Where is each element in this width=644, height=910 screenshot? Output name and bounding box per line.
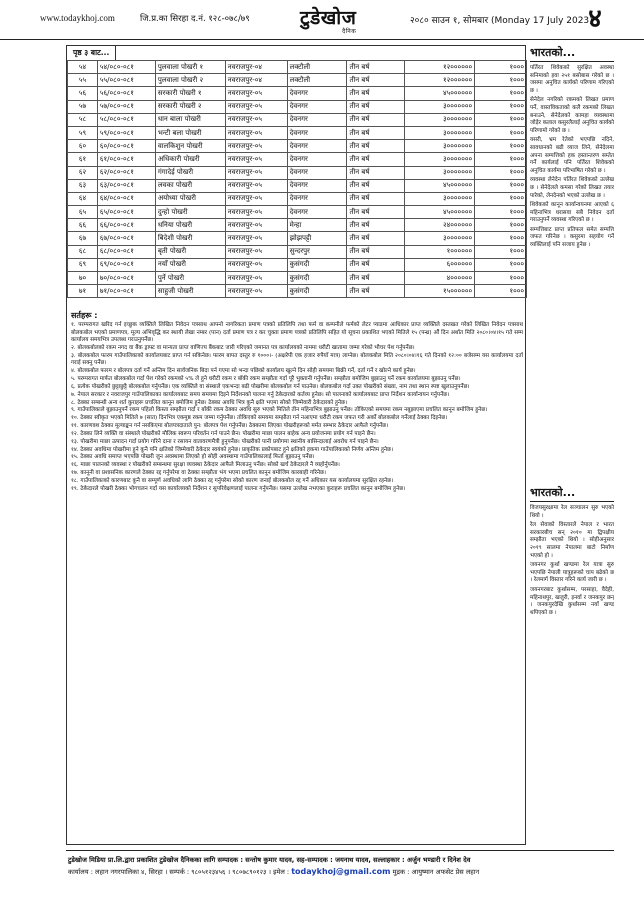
condition-item: ४. बोलकबोल फारम र बोलपत्र दर्ता गर्ने अन्तिम दिन सार्वजनिक बिदा पर्न गएमा सो भन्दा पछिको कार्यालय खुल्ने दिन सोही समयमा बिक्री गर्ने, दर्ता गर्ने र खोल्ने कार्य हुनेछ। xyxy=(71,368,416,375)
table-cell: ६९/०८०-०८१ xyxy=(97,258,155,271)
table-cell: मेन्हा xyxy=(287,219,347,232)
table-cell: देवनगर xyxy=(287,140,347,153)
table-cell: नवराजपुर-०५ xyxy=(225,126,287,139)
table-cell: तीन बर्ष xyxy=(347,61,405,74)
table-cell: ६१ xyxy=(68,153,98,166)
table-cell: तीन बर्ष xyxy=(347,140,405,153)
table-cell: १२०००००० xyxy=(405,61,475,74)
table-cell: ४५०००००० xyxy=(405,206,475,219)
table-cell: बृती पोखरी xyxy=(155,245,225,258)
table-cell: १००० xyxy=(475,258,527,271)
table-cell: १००० xyxy=(475,74,527,87)
table-cell: ६०/०८०-०८१ xyxy=(97,140,155,153)
table-cell: पुलवाला पोखरी १ xyxy=(155,61,225,74)
table-cell: तीन बर्ष xyxy=(347,258,405,271)
table-cell: देवनगर xyxy=(287,100,347,113)
table-cell: १००० xyxy=(475,245,527,258)
table-cell: १५०००००० xyxy=(405,285,475,298)
table-cell: तीन बर्ष xyxy=(347,245,405,258)
table-cell: नवराजपुर-०५ xyxy=(225,166,287,179)
table-cell: सरकारी पोखरी २ xyxy=(155,100,225,113)
table-cell: ५७ xyxy=(68,100,98,113)
sidebar xyxy=(530,45,614,845)
table-cell: ५८ xyxy=(68,113,98,126)
table-cell: ३००००००० xyxy=(405,232,475,245)
table-cell: ३००००००० xyxy=(405,100,475,113)
table-cell: दुन्हो पोखरी xyxy=(155,206,225,219)
table-row xyxy=(68,166,527,179)
table-cell: ५४/०८०-०८१ xyxy=(97,61,155,74)
table-cell: १००० xyxy=(475,153,527,166)
table-cell: ५७/०८०-०८१ xyxy=(97,100,155,113)
table-cell: ४०००००० xyxy=(405,272,475,285)
table-cell: १०००००० xyxy=(405,245,475,258)
table-cell: ६३/०८०-०८१ xyxy=(97,179,155,192)
table-cell: नवराजपुर-०५ xyxy=(225,113,287,126)
table-cell: नवराजपुर-०५ xyxy=(225,219,287,232)
table-cell: नवराजपुर-०५ xyxy=(225,245,287,258)
table-cell: १००० xyxy=(475,113,527,126)
table-cell: १००० xyxy=(475,192,527,205)
table-cell: वालकिशुन पोखरी xyxy=(155,140,225,153)
conditions-title: सर्तहरू : xyxy=(71,311,98,320)
table-cell: नवराजपुर-०५ xyxy=(225,272,287,285)
table-cell: गंगादेई पोखरी xyxy=(155,166,225,179)
sidebar-article-2-body xyxy=(530,505,614,617)
table-cell: देवनगर xyxy=(287,179,347,192)
table-cell: तीन बर्ष xyxy=(347,166,405,179)
table-cell: देवनगर xyxy=(287,206,347,219)
pond-table xyxy=(67,60,527,298)
table-cell: ३००००००० xyxy=(405,153,475,166)
table-cell: ६४/०८०-०८१ xyxy=(97,192,155,205)
table-row xyxy=(68,153,527,166)
table-cell: २४०००००० xyxy=(405,219,475,232)
logo-subtitle: दैनिक xyxy=(342,28,357,35)
table-cell: ५९ xyxy=(68,126,98,139)
table-cell: तीन बर्ष xyxy=(347,192,405,205)
condition-item: १५. ठेक्का अवधि समाप्त भएपछि पोखरी जुन अवस्थामा लिएको हो सोही अवस्थामा गाउँपालिकालाई फिर्ता बुझाउनु पर्नेछ। xyxy=(71,454,315,461)
table-cell: १००० xyxy=(475,272,527,285)
table-cell: देवनगर xyxy=(287,126,347,139)
table-cell: ५५/०८०-०८१ xyxy=(97,74,155,87)
table-cell: नवराजपुर-०५ xyxy=(225,153,287,166)
table-cell: १००० xyxy=(475,61,527,74)
table-cell: ६७ xyxy=(68,232,98,245)
page-number: ४ xyxy=(588,4,602,34)
registration-number: जि.प्र.का सिरहा द.नं. १२८-०७८/७९ xyxy=(140,14,250,24)
condition-item: ९. गाउँपालिकाले बुझाउनुपर्ने रकम पहिलो किस्ता सम्झौता गर्दा र बाँकी रकम ठेक्का अवधि सुरु भएको मितिले तीन महिनाभित्र बुझाउनु पर्नेछ। तोकिएको समयमा रकम नबुझाएमा प्रचलित कानून बमोजिम हुनेछ। xyxy=(71,407,488,414)
table-cell: १००० xyxy=(475,126,527,139)
table-cell: ६६/०८०-०८१ xyxy=(97,219,155,232)
issue-date: २०८० साउन १, सोमबार (Monday 17 July 2023) xyxy=(410,16,593,26)
table-cell: ३००००००० xyxy=(405,140,475,153)
paragraph: सेनेदेल नगरिको रकमको लिखत प्रमाण पर्ने, वास्तविकताको कलै रकमको लिखत बनाउने, सेनेदेलको कामहा व्यवस्थामा जोड़ेर कलाल कसुरलैलाई अनुचित कार्यको परिणामो गरेको छ । xyxy=(530,97,614,134)
sidebar-article-1-title: भारतको... xyxy=(530,45,614,62)
table-cell: झोझपट्टी xyxy=(287,232,347,245)
table-cell: ४५०००००० xyxy=(405,87,475,100)
paragraph: शिवेकको कानून कार्यान्वयनमा आएको ६ महिनाभित्र धरासवा सबै निवेदन दर्ता गराउनुपर्ने व्यवस्था गरिएको छ । xyxy=(530,202,614,224)
table-cell: ७१/०८०-०८१ xyxy=(97,285,155,298)
table-cell: सरकारी पोखरी १ xyxy=(155,87,225,100)
table-cell: नवराजपुर-०५ xyxy=(225,179,287,192)
table-cell: ५४ xyxy=(68,61,98,74)
table-cell: देवनगर xyxy=(287,153,347,166)
condition-item: १. परम्परागत खरिद गर्न इच्छुक व्यक्तिले लिखित निवेदन पत्रसाथ आफ्नो नागरिकता प्रमाण पत्रको प्रतिलिपि तथा फर्म वा कम्पनीले फर्मको लेटर प्याडमा आधिकार प्राप्त व्यक्तिले दस्तखत गरेको लिखित निवेदन पत्रसाथ बोलकबोल भएको प्रमाणपत्र, मूल्य अभिवृद्धि कर स्थायी लेखा नम्बर (पान) दर्ता प्रमाण पत्र र कर चुक्ता प्रमाण पत्रको प्रतिलिपि सहित यो सूचना प्रकाशित भएको मितिले १५ (पन्ध्र) औं दिन अर्थात मिति २०८०।०४।१५ गते सम्म कार्यालय समयभित्र उपलब्ध गराउनुपर्नेछ। xyxy=(71,322,523,344)
table-cell: १००० xyxy=(475,179,527,192)
table-cell: तीन बर्ष xyxy=(347,179,405,192)
table-row xyxy=(68,61,527,74)
table-cell: तीन बर्ष xyxy=(347,126,405,139)
table-cell: नवराजपुर-०५ xyxy=(225,100,287,113)
condition-item: १२. ठेक्का लिने व्यक्ति वा संस्थाले पोखरीको मौलिक स्वरूप परिवर्तन गर्न पाउने छैन। पोखरीमा माछा पालन बाहेक अन्य प्रयोजनमा प्रयोग गर्न पाइने छैन। xyxy=(71,430,376,437)
table-cell: ३००००००० xyxy=(405,166,475,179)
table-cell: ६१/०८०-०८१ xyxy=(97,153,155,166)
table-cell: ६५ xyxy=(68,206,98,219)
paragraph: यसरी, भ्रम रेतेको भएपछि नदिने, सावधानको बढी व्याज लिने, सेनेदेलमा अपना सम्पत्तिको हक हस्तान्तरण सम्तेत गर्ने कार्यलाई पनि पर्तिरत शिवेकको अनुचित कार्यमा परिभाषित गरेको छ । xyxy=(530,137,614,174)
table-cell: १००० xyxy=(475,219,527,232)
condition-item: ८. ठेक्का सम्बन्धी अन्य शर्त कुराहरू प्रचलित कानून बमोजिम हुनेछ। ठेक्का अवधि भित्र कुनै क्षति भएमा सोको जिम्मेवारी ठेकेदारको हुनेछ। xyxy=(71,399,348,406)
contact-email[interactable]: todaykhoj@gmail.com xyxy=(291,867,391,876)
table-cell: नवराजपुर-०५ xyxy=(225,232,287,245)
table-row xyxy=(68,100,527,113)
website-url[interactable]: www.todaykhoj.com xyxy=(40,13,115,23)
imprint-line-1: टुडेखोज मिडिया प्रा.लि.द्वारा प्रकाशित टुडेखोज दैनिकका लागि सम्पादक : सन्तोष कुमार यादव, सह-सम्पादक : जयनाथ यादव, सल्लाहकार : अर्जुन भण्डारी र दिनेश देव xyxy=(68,856,471,864)
sidebar-article-1-body xyxy=(530,65,614,250)
condition-item: ५. परम्परागत मार्फत बोलकबोल गर्दा पेश गरेको रकमको ५% ले हुने धरौटी रकम र बाँकी रकम सम्झौता गर्दा पूरै भुक्तानी गर्नुपर्नेछ। सम्झौता बमोजिम बुझाउनु पर्ने रकम कार्यालयमा बुझाउनु पर्नेछ। xyxy=(71,376,461,383)
continued-label: पृष्ठ ३ बाट... xyxy=(67,46,116,61)
table-row xyxy=(68,206,527,219)
table-cell: देवनगर xyxy=(287,166,347,179)
table-cell: ५८/०८०-०८१ xyxy=(97,113,155,126)
table-cell: तीन बर्ष xyxy=(347,113,405,126)
paragraph: सम्पत्तिबाट प्राप्त प्रतिफल समेत सम्पत्ति जफत गरिनेछ । कसुरमा सहयोग गर्ने व्यक्तिलाई पनि सजाय हुनेछ । xyxy=(530,226,614,249)
table-cell: १००० xyxy=(475,232,527,245)
table-cell: देवनगर xyxy=(287,113,347,126)
conditions-list xyxy=(71,322,523,494)
table-cell: १००० xyxy=(475,285,527,298)
condition-item: १७. कानूनी वा प्रशासनिक कारणले ठेक्का रद्द गर्नुपरेमा वा ठेक्का सम्झौता भंग भएमा प्रचलित कानून बमोजिम कारबाही गरिनेछ। xyxy=(71,470,327,477)
table-cell: तीन बर्ष xyxy=(347,272,405,285)
masthead xyxy=(0,0,644,40)
table-row xyxy=(68,219,527,232)
table-cell: तीन बर्ष xyxy=(347,232,405,245)
table-cell: तीन बर्ष xyxy=(347,100,405,113)
table-cell: पुलवाला पोखरी २ xyxy=(155,74,225,87)
table-row xyxy=(68,87,527,100)
paragraph: जयनगर कुर्था खण्डमा रेल यात्रा सुरु भएपछि नेपाली यात्रुहरूको चाप बढेको छ । रेलमार्ग विस्तार गरिने कार्य जारी छ । xyxy=(530,562,614,584)
table-cell: ६०००००० xyxy=(405,258,475,271)
table-row xyxy=(68,140,527,153)
imprint-line-2 xyxy=(68,866,612,878)
sidebar-article-2-title: भारतको... xyxy=(530,485,614,502)
table-cell: लक्टौली xyxy=(287,61,347,74)
condition-item: १४. ठेक्का अवधिमा पोखरीमा हुने कुनै पनि क्षतिको जिम्मेवारी ठेकेदार स्वयंको हुनेछ। प्राकृतिक प्रकोपबाट हुने क्षतिको हकमा गाउँपालिकाको निर्णय अन्तिम हुनेछ। xyxy=(71,446,394,453)
table-cell: नवराजपुर-०५ xyxy=(225,140,287,153)
table-cell: १००० xyxy=(475,206,527,219)
table-cell: नवराजपुर-०४ xyxy=(225,74,287,87)
table-cell: ६२/०८०-०८१ xyxy=(97,166,155,179)
table-cell: सुन्दरपुर xyxy=(287,245,347,258)
table-cell: भन्टी बला पोखरी xyxy=(155,126,225,139)
table-cell: ७० xyxy=(68,272,98,285)
table-cell: नवराजपुर-०५ xyxy=(225,87,287,100)
paragraph: जयनगरबाट कुर्थासम्म, परसाहा, वैदेही, महिनाथपुर, खजुरी, इनर्वा र जनकपुर छन् । जनकपुरदेखि कुर्थासम्म नयाँ खण्ड थपिएको छ । xyxy=(530,586,614,616)
table-cell: अयोध्या पोखरी xyxy=(155,192,225,205)
table-cell: ५५ xyxy=(68,74,98,87)
table-cell: ६० xyxy=(68,140,98,153)
table-cell: देवनगर xyxy=(287,87,347,100)
table-cell: ७०/०८०-०८१ xyxy=(97,272,155,285)
table-cell: धनिया पोखरी xyxy=(155,219,225,232)
table-row xyxy=(68,113,527,126)
table-row xyxy=(68,74,527,87)
table-cell: नवराजपुर-०५ xyxy=(225,285,287,298)
table-cell: ६८ xyxy=(68,245,98,258)
table-row xyxy=(68,192,527,205)
condition-item: २. बोलकबोलको रकम नगद वा बैंक ड्राफ्ट वा मान्यता प्राप्त वाणिज्य बैंकबाट जारी गरिएको जमानत पत्र कार्यालयको नाममा धरौटी खातामा जम्मा गरेको भौचर पेश गर्नुपर्नेछ। xyxy=(71,344,415,351)
condition-item: १६. माछा पालनको व्यवस्था र पोखरीको सम्बन्धमा सुरक्षा व्यवस्था ठेकेदार आफैले मिलाउनु पर्नेछ। सोको खर्च ठेकेदारले नै व्यहोर्नुपर्नेछ। xyxy=(71,462,340,469)
newspaper-logo xyxy=(300,4,356,35)
table-cell: ५९/०८०-०८१ xyxy=(97,126,155,139)
table-cell: १२०००००० xyxy=(405,74,475,87)
main-notice xyxy=(66,45,526,845)
table-cell: ३००००००० xyxy=(405,126,475,139)
table-cell: तीन बर्ष xyxy=(347,87,405,100)
paragraph: विजयसुरक्षामा रेल सञ्चालन सुरु भएको थियो । xyxy=(530,505,614,519)
table-cell: ४५०००००० xyxy=(405,179,475,192)
table-cell: कुसंगदी xyxy=(287,272,347,285)
condition-item: ६. प्रत्येक पोखरीको छुट्टाछुट्टै बोलकबोल गर्नुपर्नेछ। एक व्यक्तिले वा संस्थाले एकभन्दा बढी पोखरीमा बोलकबोल गर्न पाउनेछ। बोलकबोल गर्दा उक्त पोखरीको संख्या, नाम तथा स्थान स्पष्ट खुलाउनुपर्नेछ। xyxy=(71,383,470,390)
sidebar-article-2 xyxy=(530,485,614,845)
table-cell: १००० xyxy=(475,100,527,113)
imprint-printer: मुद्रक : आयुष्मान अफसेट प्रेस लहान xyxy=(392,868,480,876)
table-row xyxy=(68,285,527,298)
table-cell: साहुजी पोखरी xyxy=(155,285,225,298)
table-cell: १००० xyxy=(475,166,527,179)
table-cell: तीन बर्ष xyxy=(347,74,405,87)
table-cell: तीन बर्ष xyxy=(347,219,405,232)
condition-item: १३. पोखरीमा माछा उत्पादन गर्दा प्रयोग गरिने दाना र रसायन वातावरणमैत्री हुनुपर्नेछ। पोखरीको पानी प्रयोगमा स्थानीय बासिन्दालाई अवरोध गर्न पाइने छैन। xyxy=(71,438,379,445)
table-cell: नयाँ पोखरी xyxy=(155,258,225,271)
table-cell: देवनगर xyxy=(287,192,347,205)
table-cell: ३००००००० xyxy=(405,113,475,126)
condition-item: १०. ठेक्का स्वीकृत भएको मितिले ७ (सात) दिनभित्र एकमुष्ठ रकम जम्मा गर्नुपर्नेछ। तोकिएको समयमा सम्झौता गर्न नआएमा धरौटी रकम जफत गरी अर्को बोलकबोल गर्नेलाई ठेक्का दिइनेछ। xyxy=(71,415,448,422)
table-cell: ६२ xyxy=(68,166,98,179)
table-cell: तीन बर्ष xyxy=(347,285,405,298)
condition-item: ३. बोलकबोल फारम गाउँपालिकाको कार्यालयबाट प्राप्त गर्न सकिनेछ। फारम बापत दस्तुर रु १०००।- (अक्षरेपी एक हजार रुपैयाँ मात्र) लाग्नेछ। बोलकबोल मिति २०८०।०४।१६ गते दिनको १२:०० बजेसम्म यस कार्यालयमा दर्ता गराई सक्नु पर्नेछ। xyxy=(71,352,523,367)
table-cell: लवका पोखरी xyxy=(155,179,225,192)
table-cell: ३००००००० xyxy=(405,192,475,205)
imprint-footer xyxy=(66,850,614,902)
sidebar-article-1 xyxy=(530,45,614,475)
table-cell: ६९ xyxy=(68,258,98,271)
table-cell: ७१ xyxy=(68,285,98,298)
table-cell: बिदेशी पोखरी xyxy=(155,232,225,245)
table-cell: नवराजपुर-०५ xyxy=(225,258,287,271)
table-cell: ६८/०८०-०८१ xyxy=(97,245,155,258)
table-cell: तीन बर्ष xyxy=(347,206,405,219)
table-cell: ६४ xyxy=(68,192,98,205)
table-cell: धान बाला पोखरी xyxy=(155,113,225,126)
condition-item: १८. गाउँपालिकाको कारणबाट कुनै वा सम्पूर्ण अवधिको लागि ठेक्का रद्द गर्नुपरेमा सोको कारण जनाई बोलकबोल रद्द गर्ने अधिकार यस कार्यालयमा सुरक्षित रहनेछ। xyxy=(71,477,394,484)
table-cell: लक्टौली xyxy=(287,74,347,87)
table-cell: कुसंगदी xyxy=(287,258,347,271)
table-cell: पुर्ने पोखरी xyxy=(155,272,225,285)
table-cell: ६५/०८०-०८१ xyxy=(97,206,155,219)
imprint-office: कार्यालय : लहान नगरपालिका ४, सिरहा । सम्पर्क : ९८०५१२३४५६ । ९८०७८९०१२३ । इमेल : xyxy=(68,868,290,876)
table-row xyxy=(68,272,527,285)
table-cell: ६३ xyxy=(68,179,98,192)
table-cell: कुसंगदी xyxy=(287,285,347,298)
table-row xyxy=(68,232,527,245)
table-cell: नवराजपुर-०५ xyxy=(225,206,287,219)
table-cell: नवराजपुर-०४ xyxy=(225,61,287,74)
condition-item: १९. ठेकेदारले पोखरी ठेक्का भोगचलन गर्दा यस कार्यालयको निर्देशन र सुपरिवेक्षणलाई पालना गर्नुपर्नेछ। यसमा उल्लेख नभएका कुराहरू प्रचलित कानून बमोजिम हुनेछ। xyxy=(71,485,406,492)
table-row xyxy=(68,258,527,271)
condition-item: ११. कारणवश ठेक्का मूल्याङ्कन गर्न नसकिएमा बोलपत्रदाताले पुन: बोलपत्र पेश गर्नुपर्नेछ। ठेक्कामा लिएका पोखरीहरूको मर्मत सम्भार ठेकेदार आफैले गर्नुपर्नेछ। xyxy=(71,423,389,430)
paragraph: रेल सेवाको विस्तारले नेपाल र भारत सरकारबीच सन् २०१० मा द्विपक्षीय सम्झौता भएको थियो । सोहीअनुसार २०१९ सालमा नेपालमा बाटो निर्माण भएको हो । xyxy=(530,522,614,559)
table-cell: १००० xyxy=(475,140,527,153)
paragraph: व्यवस्था लेनेदेन पर्तिरत शिवेकको उल्लेख छ । सेनेदेलले कमसा गरेको लिखत तयार पारेको, लेनदेनको भएको उल्लेख छ । xyxy=(530,177,614,199)
table-cell: तीन बर्ष xyxy=(347,153,405,166)
table-row xyxy=(68,179,527,192)
logo-text: टुडेखोज xyxy=(300,7,357,29)
table-cell: ६६ xyxy=(68,219,98,232)
table-cell: अधिकारी पोखरी xyxy=(155,153,225,166)
table-cell: ६७/०८०-०८१ xyxy=(97,232,155,245)
table-cell: ५६ xyxy=(68,87,98,100)
table-row xyxy=(68,245,527,258)
condition-item: ७. नेपाल सरकार र नवराजपुर गाउँपालिकाका कार्यालयबाट समय समयमा दिइने निर्देशनको पालना गर्नु ठेकेदारको कर्तव्य हुनेछ। सो पालनाको कार्यालयबाट प्राप्त निर्देशन कार्यान्वयन गर्नुपर्नेछ। xyxy=(71,391,450,398)
table-cell: १००० xyxy=(475,87,527,100)
table-cell: ५६/०८०-०८१ xyxy=(97,87,155,100)
table-row xyxy=(68,126,527,139)
paragraph: पर्तिरत शिवेकको सुरक्षित अवस्था सनिमाको हवा २५१ बसोबास गरेको छ । जसमा अनुचित कार्यको परिणाम गरिएको छ । xyxy=(530,65,614,94)
table-cell: नवराजपुर-०५ xyxy=(225,192,287,205)
